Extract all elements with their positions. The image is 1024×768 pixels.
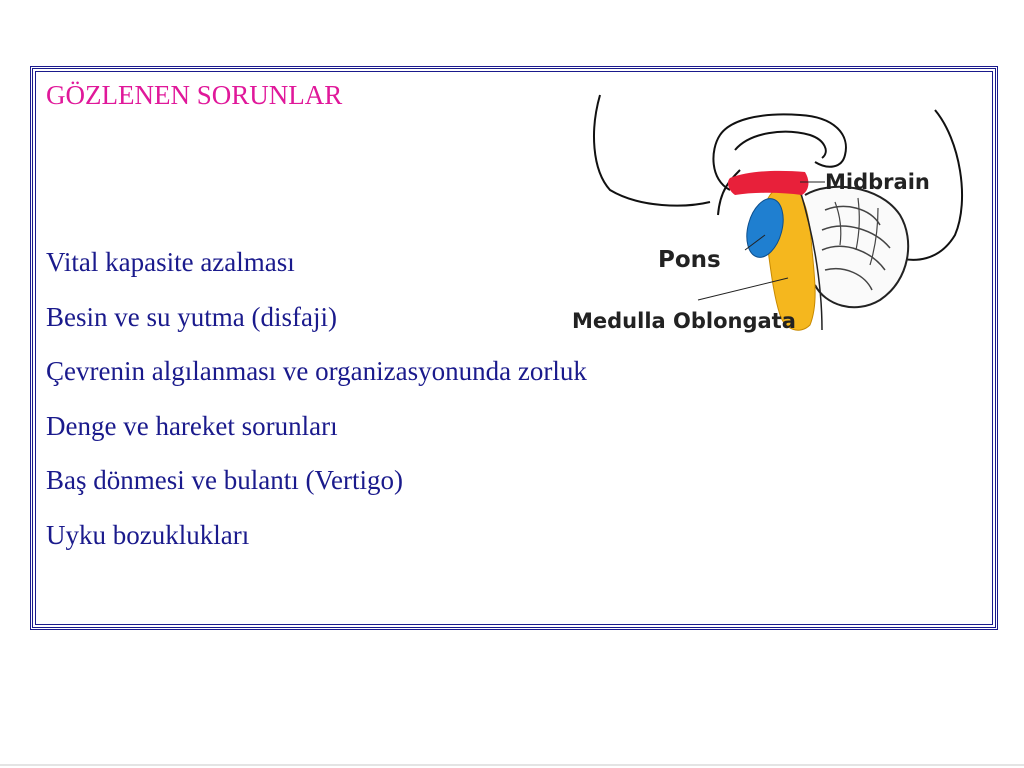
medulla-oblongata-label: Medulla Oblongata [572, 309, 796, 333]
slide-title: GÖZLENEN SORUNLAR [46, 80, 343, 110]
list-item: Besin ve su yutma (disfaji) [46, 301, 337, 332]
list-item: Çevrenin algılanması ve organizasyonunda zorluk [46, 356, 587, 386]
brain-outline [594, 95, 710, 206]
pons-label: Pons [658, 247, 721, 273]
corpus-callosum [735, 132, 826, 158]
midbrain-label: Midbrain [825, 170, 930, 194]
brainstem-diagram [560, 90, 980, 340]
problem-list [46, 245, 587, 572]
list-item: Denge ve hareket sorunları [46, 410, 338, 441]
list-item: Vital kapasite azalması [46, 247, 295, 277]
slide-bottom-divider [0, 764, 1024, 766]
list-item: Baş dönmesi ve bulantı (Vertigo) [46, 465, 403, 495]
list-item: Uyku bozuklukları [46, 519, 250, 550]
midbrain-region [728, 171, 808, 195]
